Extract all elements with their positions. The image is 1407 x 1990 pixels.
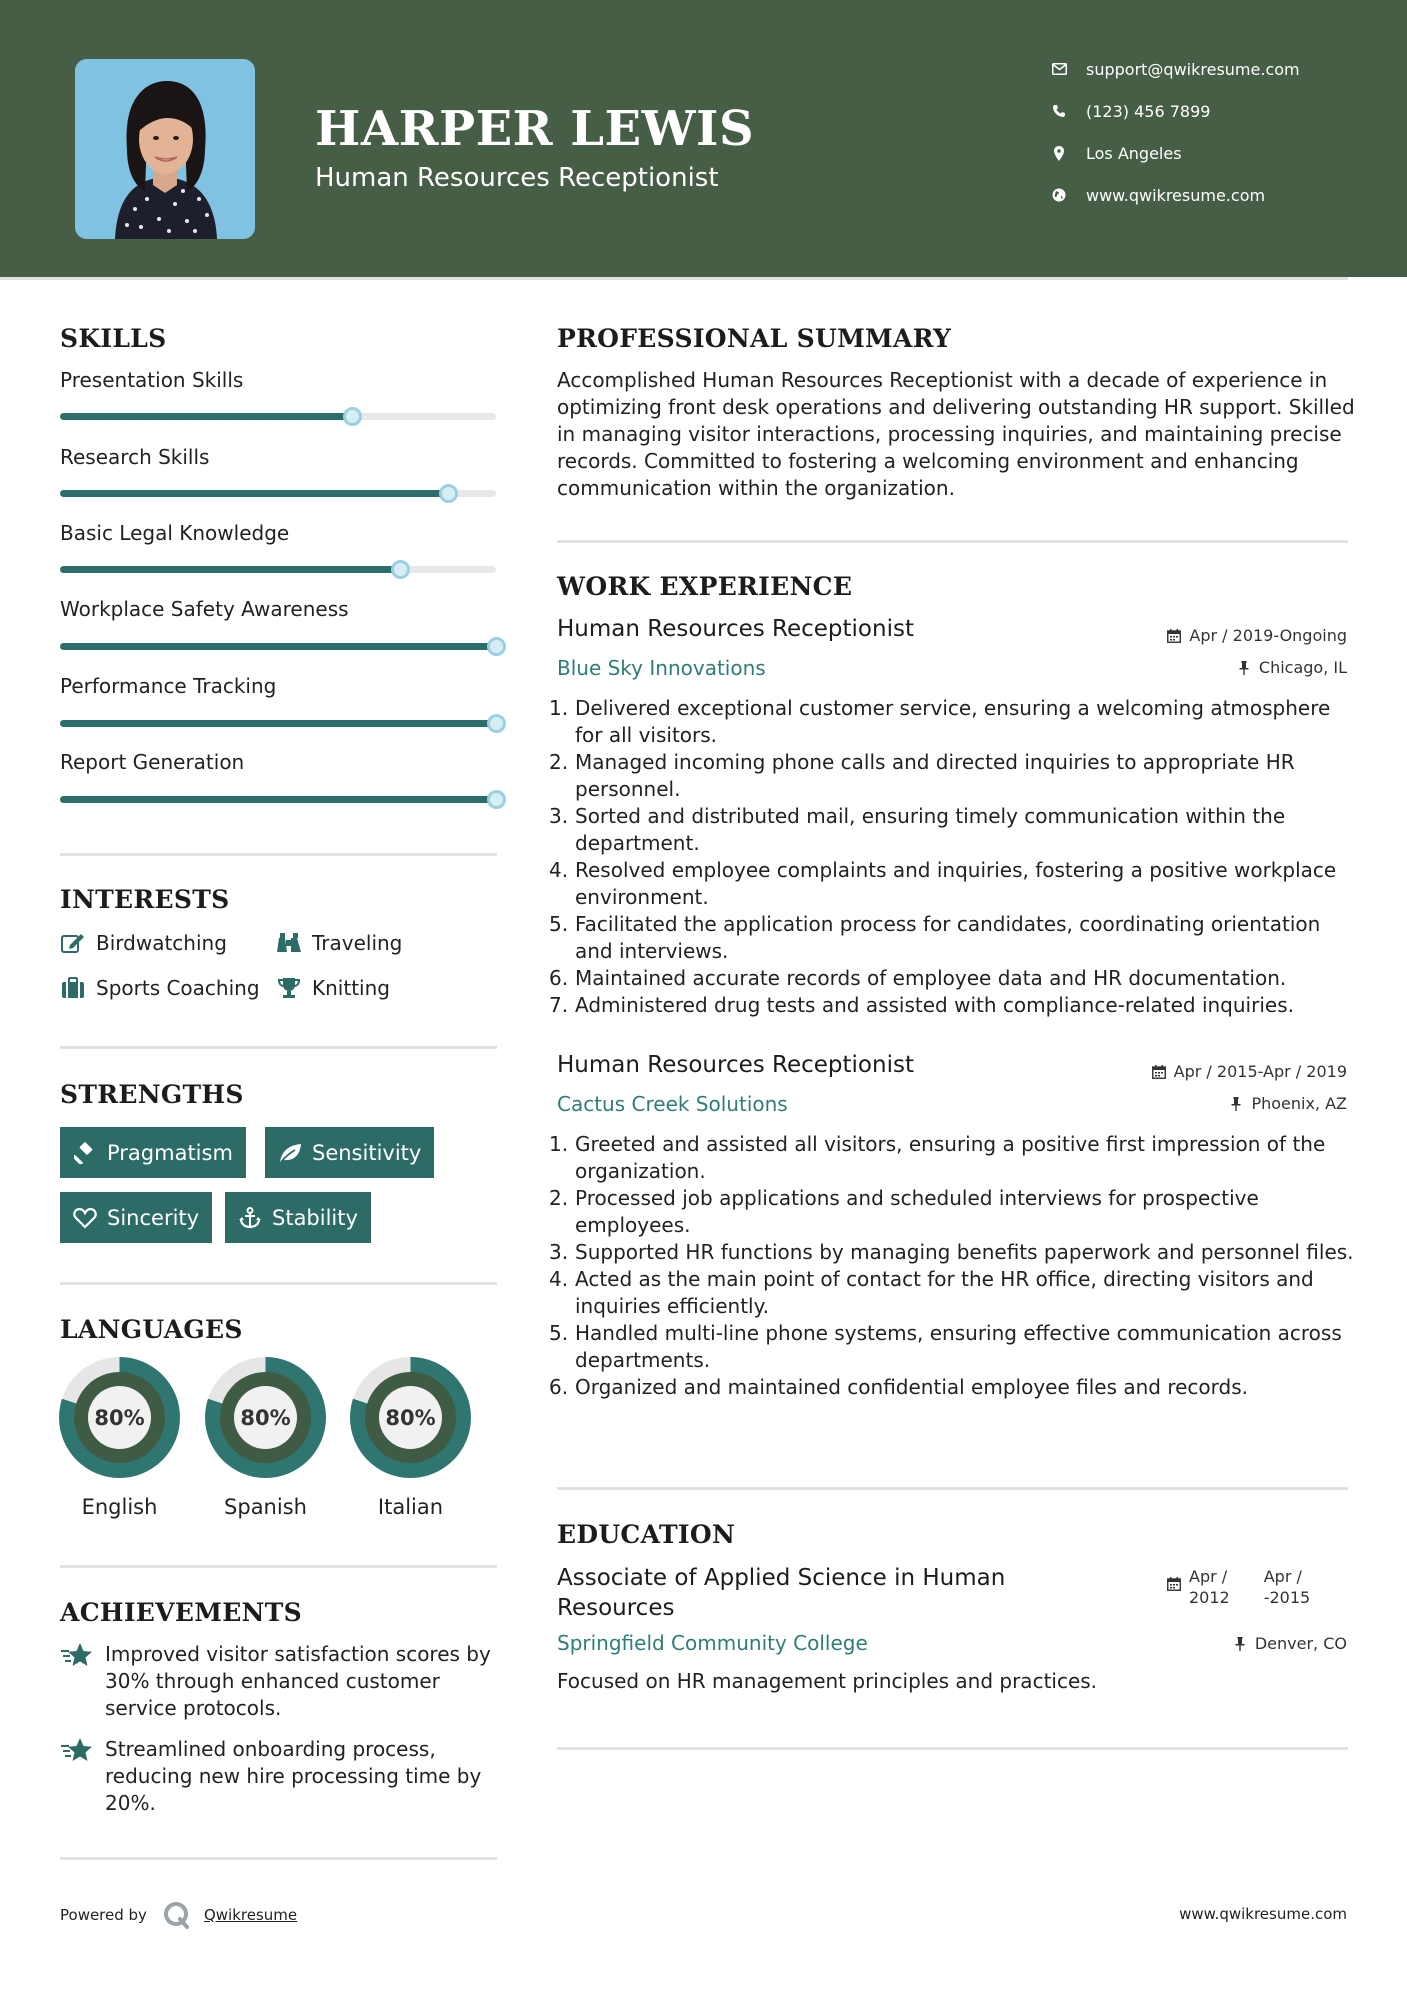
contact-location-text: Los Angeles [1086, 143, 1182, 163]
section-divider [557, 1487, 1348, 1490]
strength-badge [225, 1192, 371, 1243]
list-item: 1. Delivered exceptional customer service, ensuring a welcoming atmosphere for all visitors. [549, 696, 1331, 747]
section-divider [60, 1857, 497, 1860]
skill-label: Report Generation [60, 750, 245, 774]
interest-label: Traveling [312, 931, 403, 955]
leaf-icon [278, 1141, 302, 1165]
education-start: Apr / 2012 [1189, 1567, 1230, 1607]
skill-label: Research Skills [60, 445, 210, 469]
skill-bar-fill [60, 566, 400, 573]
contact-website-text: www.qwikresume.com [1086, 185, 1266, 205]
job-title: Human Resources Receptionist [557, 1052, 914, 1078]
skill-bar-fill [60, 643, 496, 650]
skill-bar [60, 796, 496, 803]
list-item: 5. Handled multi-line phone systems, ensuring effective communication across departments. [549, 1321, 1342, 1372]
language-gauge [205, 1357, 326, 1519]
job-dates [1151, 1062, 1347, 1081]
company-name: Blue Sky Innovations [557, 656, 766, 680]
achievement-item [60, 1641, 500, 1722]
qwikresume-logo-icon [162, 1900, 192, 1930]
list-item: 5. Facilitated the application process for candidates, coordinating orientation and interviews. [549, 912, 1321, 963]
job-location [1228, 1094, 1347, 1113]
job-location-text: Chicago, IL [1258, 658, 1347, 677]
skill-bar-knob [487, 714, 506, 733]
interest-item [276, 976, 390, 1000]
pin-icon [1228, 1096, 1244, 1112]
resume-header [0, 0, 1407, 277]
language-gauge [59, 1357, 180, 1519]
trophy-icon [276, 976, 302, 1000]
skill-bar [60, 490, 496, 497]
edit-icon [60, 931, 86, 955]
experience-heading: WORK EXPERIENCE [557, 572, 853, 601]
language-gauge [350, 1357, 471, 1519]
section-divider [60, 853, 497, 856]
list-item: 4. Resolved employee complaints and inquiries, fostering a positive workplace environment. [549, 858, 1337, 909]
job-dates-text: Apr / 2019-Ongoing [1189, 626, 1347, 645]
achievement-item [60, 1736, 500, 1817]
language-percent: 80% [379, 1386, 442, 1449]
strength-badge [60, 1192, 212, 1243]
summary-heading: PROFESSIONAL SUMMARY [557, 324, 952, 353]
footer-website[interactable]: www.qwikresume.com [1179, 1905, 1347, 1923]
skill-bar [60, 720, 496, 727]
interest-item [276, 931, 402, 955]
profile-photo [75, 59, 255, 239]
contact-phone[interactable] [1051, 99, 1371, 123]
strength-badge [265, 1127, 434, 1178]
language-percent: 80% [88, 1386, 151, 1449]
job-location-text: Phoenix, AZ [1251, 1094, 1347, 1113]
language-name: Italian [377, 1495, 444, 1519]
skill-label: Workplace Safety Awareness [60, 597, 349, 621]
candidate-role: Human Resources Receptionist [315, 163, 719, 193]
contact-location [1051, 141, 1371, 165]
gavel-icon [73, 1141, 97, 1165]
skill-bar [60, 413, 496, 420]
job-dates [1166, 626, 1347, 645]
skill-bar-fill [60, 720, 496, 727]
star-icon [60, 1736, 93, 1764]
job-duties-list [549, 1131, 1357, 1401]
list-item: 6. Organized and maintained confidential employee files and records. [549, 1375, 1249, 1399]
list-item: 1. Greeted and assisted all visitors, ensuring a positive first impression of the organization. [549, 1132, 1326, 1183]
skill-bar-knob [343, 407, 362, 426]
contact-website[interactable] [1051, 183, 1371, 207]
education-location-text: Denver, CO [1254, 1634, 1347, 1653]
interest-item [60, 976, 260, 1000]
section-divider [60, 1565, 497, 1568]
skill-label: Basic Legal Knowledge [60, 521, 290, 545]
strength-label: Sensitivity [312, 1140, 422, 1165]
interests-heading: INTERESTS [60, 885, 230, 914]
job-location [1236, 658, 1347, 677]
interest-label: Knitting [312, 976, 390, 1000]
anchor-icon [238, 1206, 262, 1230]
envelope-icon [1051, 61, 1067, 77]
map-marker-icon [1051, 145, 1067, 161]
list-item: 4. Acted as the main point of contact for the HR office, directing visitors and inquiries efficiently. [549, 1267, 1314, 1318]
calendar-icon [1166, 1576, 1182, 1592]
education-heading: EDUCATION [557, 1520, 736, 1549]
calendar-icon [1166, 628, 1182, 644]
skills-heading: SKILLS [60, 324, 167, 353]
language-name: English [81, 1495, 158, 1519]
interest-item [60, 931, 227, 955]
star-icon [60, 1641, 93, 1669]
contact-phone-text: (123) 456 7899 [1086, 101, 1211, 121]
education-end: Apr / -2015 [1263, 1567, 1311, 1607]
list-item: 7. Administered drug tests and assisted with compliance-related inquiries. [549, 993, 1294, 1017]
skill-bar-fill [60, 796, 496, 803]
list-item: 6. Maintained accurate records of employee data and HR documentation. [549, 966, 1287, 990]
contact-email[interactable] [1051, 57, 1371, 81]
profile-photo-image [75, 59, 255, 239]
skill-bar-knob [439, 484, 458, 503]
skill-bar-fill [60, 490, 448, 497]
pin-icon [1232, 1636, 1248, 1652]
interest-label: Sports Coaching [96, 976, 260, 1000]
section-divider [557, 1747, 1348, 1750]
section-divider [557, 540, 1348, 543]
strength-label: Stability [272, 1205, 358, 1230]
strengths-heading: STRENGTHS [60, 1080, 244, 1109]
strength-label: Sincerity [107, 1205, 200, 1230]
strength-label: Pragmatism [107, 1140, 233, 1165]
school-name: Springfield Community College [557, 1631, 868, 1655]
candidate-name: HARPER LEWIS [315, 101, 755, 157]
job-duties-list [549, 695, 1357, 1019]
list-item: 3. Supported HR functions by managing benefits paperwork and personnel files. [549, 1240, 1354, 1264]
qwikresume-link[interactable]: Qwikresume [203, 1906, 298, 1924]
binoculars-icon [276, 931, 302, 955]
calendar-icon [1151, 1064, 1167, 1080]
skill-bar-knob [391, 560, 410, 579]
language-percent: 80% [234, 1386, 297, 1449]
globe-icon [1051, 187, 1067, 203]
skill-label: Performance Tracking [60, 674, 277, 698]
languages-heading: LANGUAGES [60, 1315, 243, 1344]
language-name: Spanish [224, 1495, 307, 1519]
skill-bar-knob [487, 790, 506, 809]
skill-bar [60, 566, 496, 573]
header-divider [0, 277, 1348, 280]
education-dates [1166, 1566, 1310, 1608]
section-divider [60, 1046, 497, 1049]
company-name: Cactus Creek Solutions [557, 1092, 788, 1116]
briefcase-icon [60, 976, 86, 1000]
phone-icon [1051, 103, 1067, 119]
skill-bar-fill [60, 413, 352, 420]
interest-label: Birdwatching [96, 931, 227, 955]
achievements-heading: ACHIEVEMENTS [60, 1598, 302, 1627]
list-item: 2. Processed job applications and scheduled interviews for prospective employees. [549, 1186, 1259, 1237]
list-item: 2. Managed incoming phone calls and directed inquiries to appropriate HR personnel. [549, 750, 1295, 801]
skill-bar [60, 643, 496, 650]
contact-email-text: support@qwikresume.com [1086, 59, 1300, 79]
skill-bar-knob [487, 637, 506, 656]
achievement-text: Streamlined onboarding process, reducing new hire processing time by 20%. [105, 1737, 482, 1815]
education-description: Focused on HR management principles and practices. [557, 1669, 1098, 1693]
powered-by-text: Powered by [60, 1906, 147, 1924]
skill-label: Presentation Skills [60, 368, 244, 392]
pin-icon [1236, 660, 1252, 676]
strength-badge [60, 1127, 246, 1178]
section-divider [60, 1282, 497, 1285]
heart-icon [73, 1206, 97, 1230]
list-item: 3. Sorted and distributed mail, ensuring timely communication within the department. [549, 804, 1286, 855]
job-title: Human Resources Receptionist [557, 616, 914, 642]
education-location [1232, 1634, 1347, 1653]
summary-text: Accomplished Human Resources Receptionist with a decade of experience in optimizing front desk operations and delivering outstanding HR support. Skilled in managing visitor interactions, processing inquiries, and maintaining precise records. Committed to fostering a welcoming environment and enhancing communication within the organization. [557, 368, 1355, 500]
achievement-text: Improved visitor satisfaction scores by 30% through enhanced customer service protocols. [105, 1642, 491, 1720]
degree-title: Associate of Applied Science in Human Resources [557, 1565, 1006, 1621]
footer-powered-by [60, 1900, 297, 1930]
job-dates-text: Apr / 2015-Apr / 2019 [1173, 1062, 1347, 1081]
